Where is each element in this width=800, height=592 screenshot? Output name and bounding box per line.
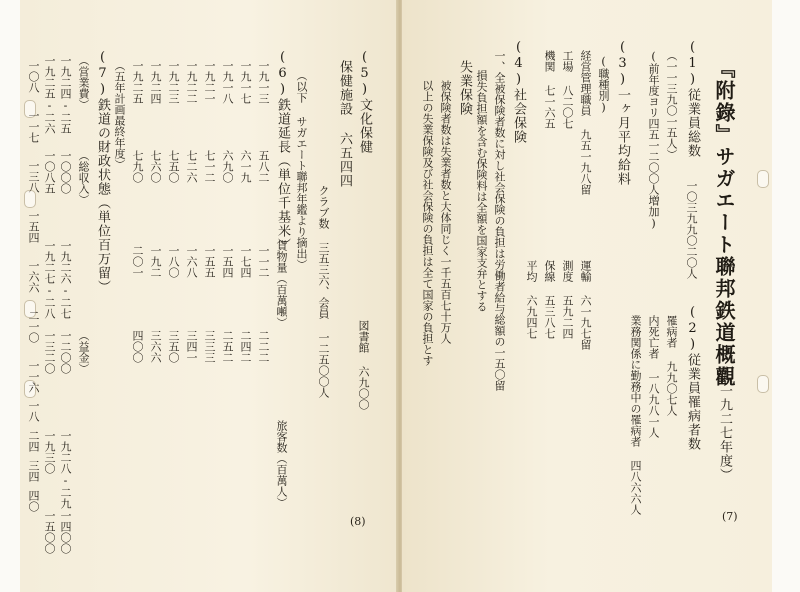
page-title: 『附錄』サガエート聯邦鉄道概觀 [712, 58, 736, 388]
text-line: 機関 七一六五 [543, 50, 556, 129]
binding-hole [757, 170, 769, 188]
value: 一一七 [27, 110, 40, 143]
text-line: (前年度ヨリ四五一二〇〇人増加) [647, 50, 660, 230]
value: 二二二 [257, 330, 270, 363]
value: 二四 [27, 430, 40, 452]
section-heading: (2)従業員罹病者数 [685, 305, 700, 451]
year-label: 一九二七-二八 [43, 240, 56, 319]
year-label: 一九二五 [131, 60, 144, 104]
year-label: 一九三〇 [43, 430, 56, 474]
value: 三四一 [185, 330, 198, 363]
value: 二五二 [221, 330, 234, 363]
column-header: 旅客数（百萬人） [275, 420, 288, 508]
text-line: 被保険者数は失業者数と大体同じく一千五百七十万人 [439, 80, 452, 344]
value: 一〇八 [27, 60, 40, 93]
year-label: 一九二四 [149, 60, 162, 104]
text-line: 損失負担額を含む保険料は全額を国家支弁とする [475, 70, 488, 312]
column-header: 貨物量（百萬噸） [275, 240, 288, 328]
text-line: 罹病者 九九〇七人 [665, 315, 678, 416]
text-line: 経営管理職員 九五一九八留 [579, 50, 592, 195]
text-line: 平均 六九四七 [525, 260, 538, 339]
year-label: 一九二四-二五 [59, 55, 72, 134]
value: 一一二 [257, 245, 270, 278]
value: 七九〇 [131, 150, 144, 183]
text-line: 保健施設 六五四四 [337, 60, 352, 188]
value: 一二〇〇 [59, 330, 72, 374]
value: 一八〇 [167, 245, 180, 278]
column-header: （総収入） [77, 150, 90, 205]
value: 七二六 [185, 150, 198, 183]
value: 一六八 [185, 245, 198, 278]
text-line: （一一三九〇一五人） [665, 50, 678, 160]
text-line: 保線 五三八七 [543, 260, 556, 339]
note: （以下 サガエート聯邦年鑑より摘出） [295, 70, 308, 270]
value: 一三二〇 [43, 330, 56, 374]
note: （五年計画最終年度） [113, 60, 126, 170]
value: 一八 [27, 400, 40, 422]
value: 一五〇〇 [43, 510, 56, 554]
value: 六九〇 [221, 150, 234, 183]
value: 七一二 [203, 150, 216, 183]
column-header: （営業費） [77, 55, 90, 110]
value: 一一六 [27, 360, 40, 393]
year-label: 一九二八-二九 [59, 430, 72, 509]
column-header: （益金） [77, 330, 90, 374]
binding-hole [757, 375, 769, 393]
value: 三五〇 [167, 330, 180, 363]
section-heading: (7)鉄道の財政状態（単位百万留） [95, 50, 110, 294]
value: 一五四 [221, 245, 234, 278]
right-page [402, 0, 772, 592]
value: 一九二 [149, 245, 162, 278]
value: 一三八 [27, 160, 40, 193]
value: 三四 [27, 460, 40, 482]
page-number: (7) [722, 510, 738, 523]
year-label: 一九二三 [167, 60, 180, 104]
value: 一七四 [239, 245, 252, 278]
value: 二一〇 [27, 310, 40, 343]
year-label: 一九一三 [257, 60, 270, 104]
section-heading: 失業保険 [457, 60, 472, 116]
year-label: 一九一七 [239, 60, 252, 104]
text-line: クラブ数 三五三六、会員 一二五〇〇人 [317, 185, 330, 398]
section-heading: (5)文化保健 [357, 50, 372, 154]
value: 二〇一 [131, 245, 144, 278]
section-heading: (1)従業員総数 [685, 40, 700, 158]
year-label: 一九二一 [203, 60, 216, 104]
value: 七五〇 [167, 150, 180, 183]
text-line: 工場 八二〇七 [561, 50, 574, 129]
value: 七六〇 [149, 150, 162, 183]
left-page [20, 0, 398, 592]
year-label: 一九二二 [185, 60, 198, 104]
value: 五八二 [257, 150, 270, 183]
value: 三三三 [203, 330, 216, 363]
section-heading: (3)一ヶ月平均給料 [615, 40, 630, 186]
page-number: (8) [350, 515, 366, 528]
value: 一〇〇〇 [59, 150, 72, 194]
year-label: 一九一八 [221, 60, 234, 104]
text-line: 以上の失業保険及び社会保険の負担は全て国家の負担とす [421, 80, 434, 366]
value: 一五四 [27, 210, 40, 243]
section-heading: (4)社会保険 [511, 40, 526, 144]
value: 一五五 [203, 245, 216, 278]
value: 四〇 [27, 490, 40, 512]
text-line: 運輸 六一九七留 [579, 260, 592, 350]
value: 六一九 [239, 150, 252, 183]
year-label: 一九二五-二六 [43, 55, 56, 134]
text-line: 業務関係に勤務中の罹病者 四八六六人 [629, 315, 642, 515]
text-line: 図書館 六九〇〇 [357, 320, 370, 410]
value: 四〇〇 [131, 330, 144, 363]
year-label: 一九二六-二七 [59, 240, 72, 319]
value: 二四二 [239, 330, 252, 363]
text-line: (職種別) [597, 55, 610, 114]
text-line: 測度 五九二四 [561, 260, 574, 339]
section-heading: (6)鉄道延長（単位千基米） [275, 50, 290, 252]
text-line: 一、全被保険者数に対し社会保険の負担は労働者給与総額の一五〇留 [493, 50, 506, 391]
value: 一六六 [27, 260, 40, 293]
value: 一〇三九九〇二〇人 [685, 180, 698, 279]
text-line: 内死亡者 一八九八一人 [647, 315, 660, 438]
value: 一四〇〇 [59, 510, 72, 554]
value: 三六六 [149, 330, 162, 363]
value: 一〇八五 [43, 150, 56, 194]
title-year: （一九二七年度） [717, 370, 732, 482]
